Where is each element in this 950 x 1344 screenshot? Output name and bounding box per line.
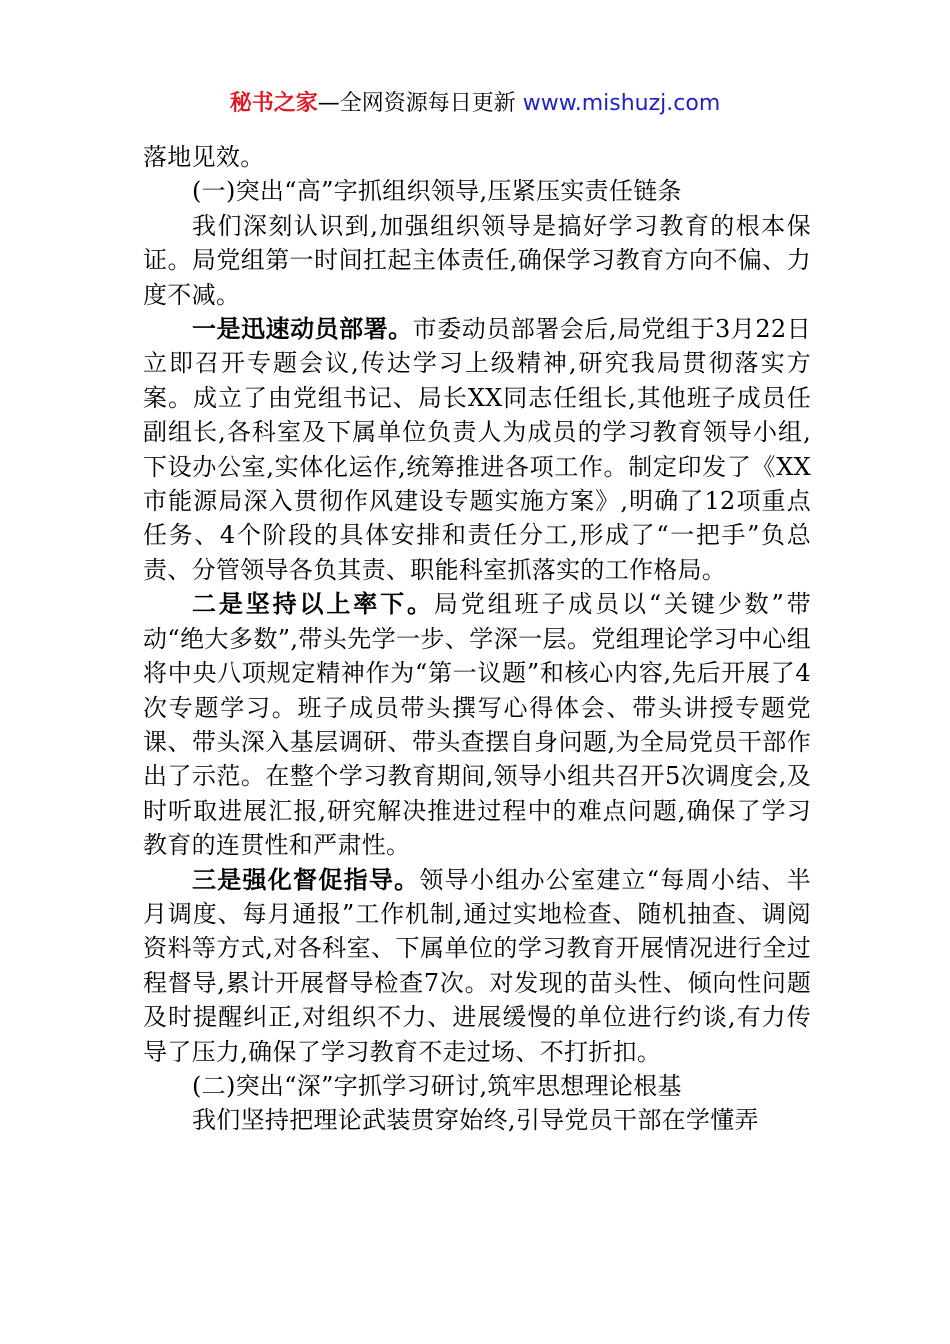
section-heading <box>143 174 811 208</box>
paragraph-lead: 二是坚持以上率下。 <box>192 590 434 619</box>
paragraph-text: (二)突出“深”字抓学习研讨,筑牢思想理论根基 <box>192 1071 682 1100</box>
paragraph <box>143 312 811 587</box>
paragraph-lead: 一是迅速动员部署。 <box>192 315 413 344</box>
paragraph-text: 我们坚持把理论武装贯穿始终,引导党员干部在学懂弄 <box>192 1106 759 1135</box>
section-heading <box>143 1069 811 1103</box>
paragraph <box>143 863 811 1069</box>
paragraph-lead: 三是强化督促指导。 <box>192 865 420 894</box>
website-link[interactable]: www.mishuzj.com <box>522 91 721 116</box>
paragraph-text: 领导小组办公室建立“每周小结、半月调度、每月通报”工作机制,通过实地检查、随机抽查、调阅资料等方式,对各科室、下属单位的学习教育开展情况进行全过程督导,累计开展督导检查7次。对发现的苗头性、倾向性问题及时提醒纠正,对组织不力、进展缓慢的单位进行约谈,有力传导了压力,确保了学习教育不走过场、不打折扣。 <box>143 865 811 1066</box>
header-tagline: —全网资源每日更新 <box>317 91 523 116</box>
paragraph-text: 局党组班子成员以“关键少数”带动“绝大多数”,带头先学一步、学深一层。党组理论学习中心组将中央八项规定精神作为“第一议题”和核心内容,先后开展了4次专题学习。班子成员带头撰写心得体会、带头讲授专题党课、带头深入基层调研、带头查摆自身问题,为全局党员干部作出了示范。在整个学习教育期间,领导小组共召开5次调度会,及时听取进展汇报,研究解决推进过程中的难点问题,确保了学习教育的连贯性和严肃性。 <box>143 590 811 860</box>
paragraph-text: (一)突出“高”字抓组织领导,压紧压实责任链条 <box>192 177 682 206</box>
paragraph-text: 我们深刻认识到,加强组织领导是搞好学习教育的根本保证。局党组第一时间扛起主体责任,确保学习教育方向不偏、力度不减。 <box>143 211 811 309</box>
paragraph-text: 市委动员部署会后,局党组于3月22日立即召开专题会议,传达学习上级精神,研究我局贯彻落实方案。成立了由党组书记、局长XX同志任组长,其他班子成员任副组长,各科室及下属单位负责人为成员的学习教育领导小组,下设办公室,实体化运作,统筹推进各项工作。制定印发了《XX市能源局深入贯彻作风建设专题实施方案》,明确了12项重点任务、4个阶段的具体安排和责任分工,形成了“一把手”负总责、分管领导各负其责、职能科室抓落实的工作格局。 <box>143 315 811 584</box>
document-body <box>143 140 811 1138</box>
paragraph <box>143 1103 811 1137</box>
paragraph <box>143 140 811 174</box>
paragraph-text: 落地见效。 <box>143 143 265 171</box>
paragraph <box>143 209 811 312</box>
paragraph <box>143 587 811 862</box>
brand-name: 秘书之家 <box>229 91 318 116</box>
page-header <box>0 88 950 120</box>
